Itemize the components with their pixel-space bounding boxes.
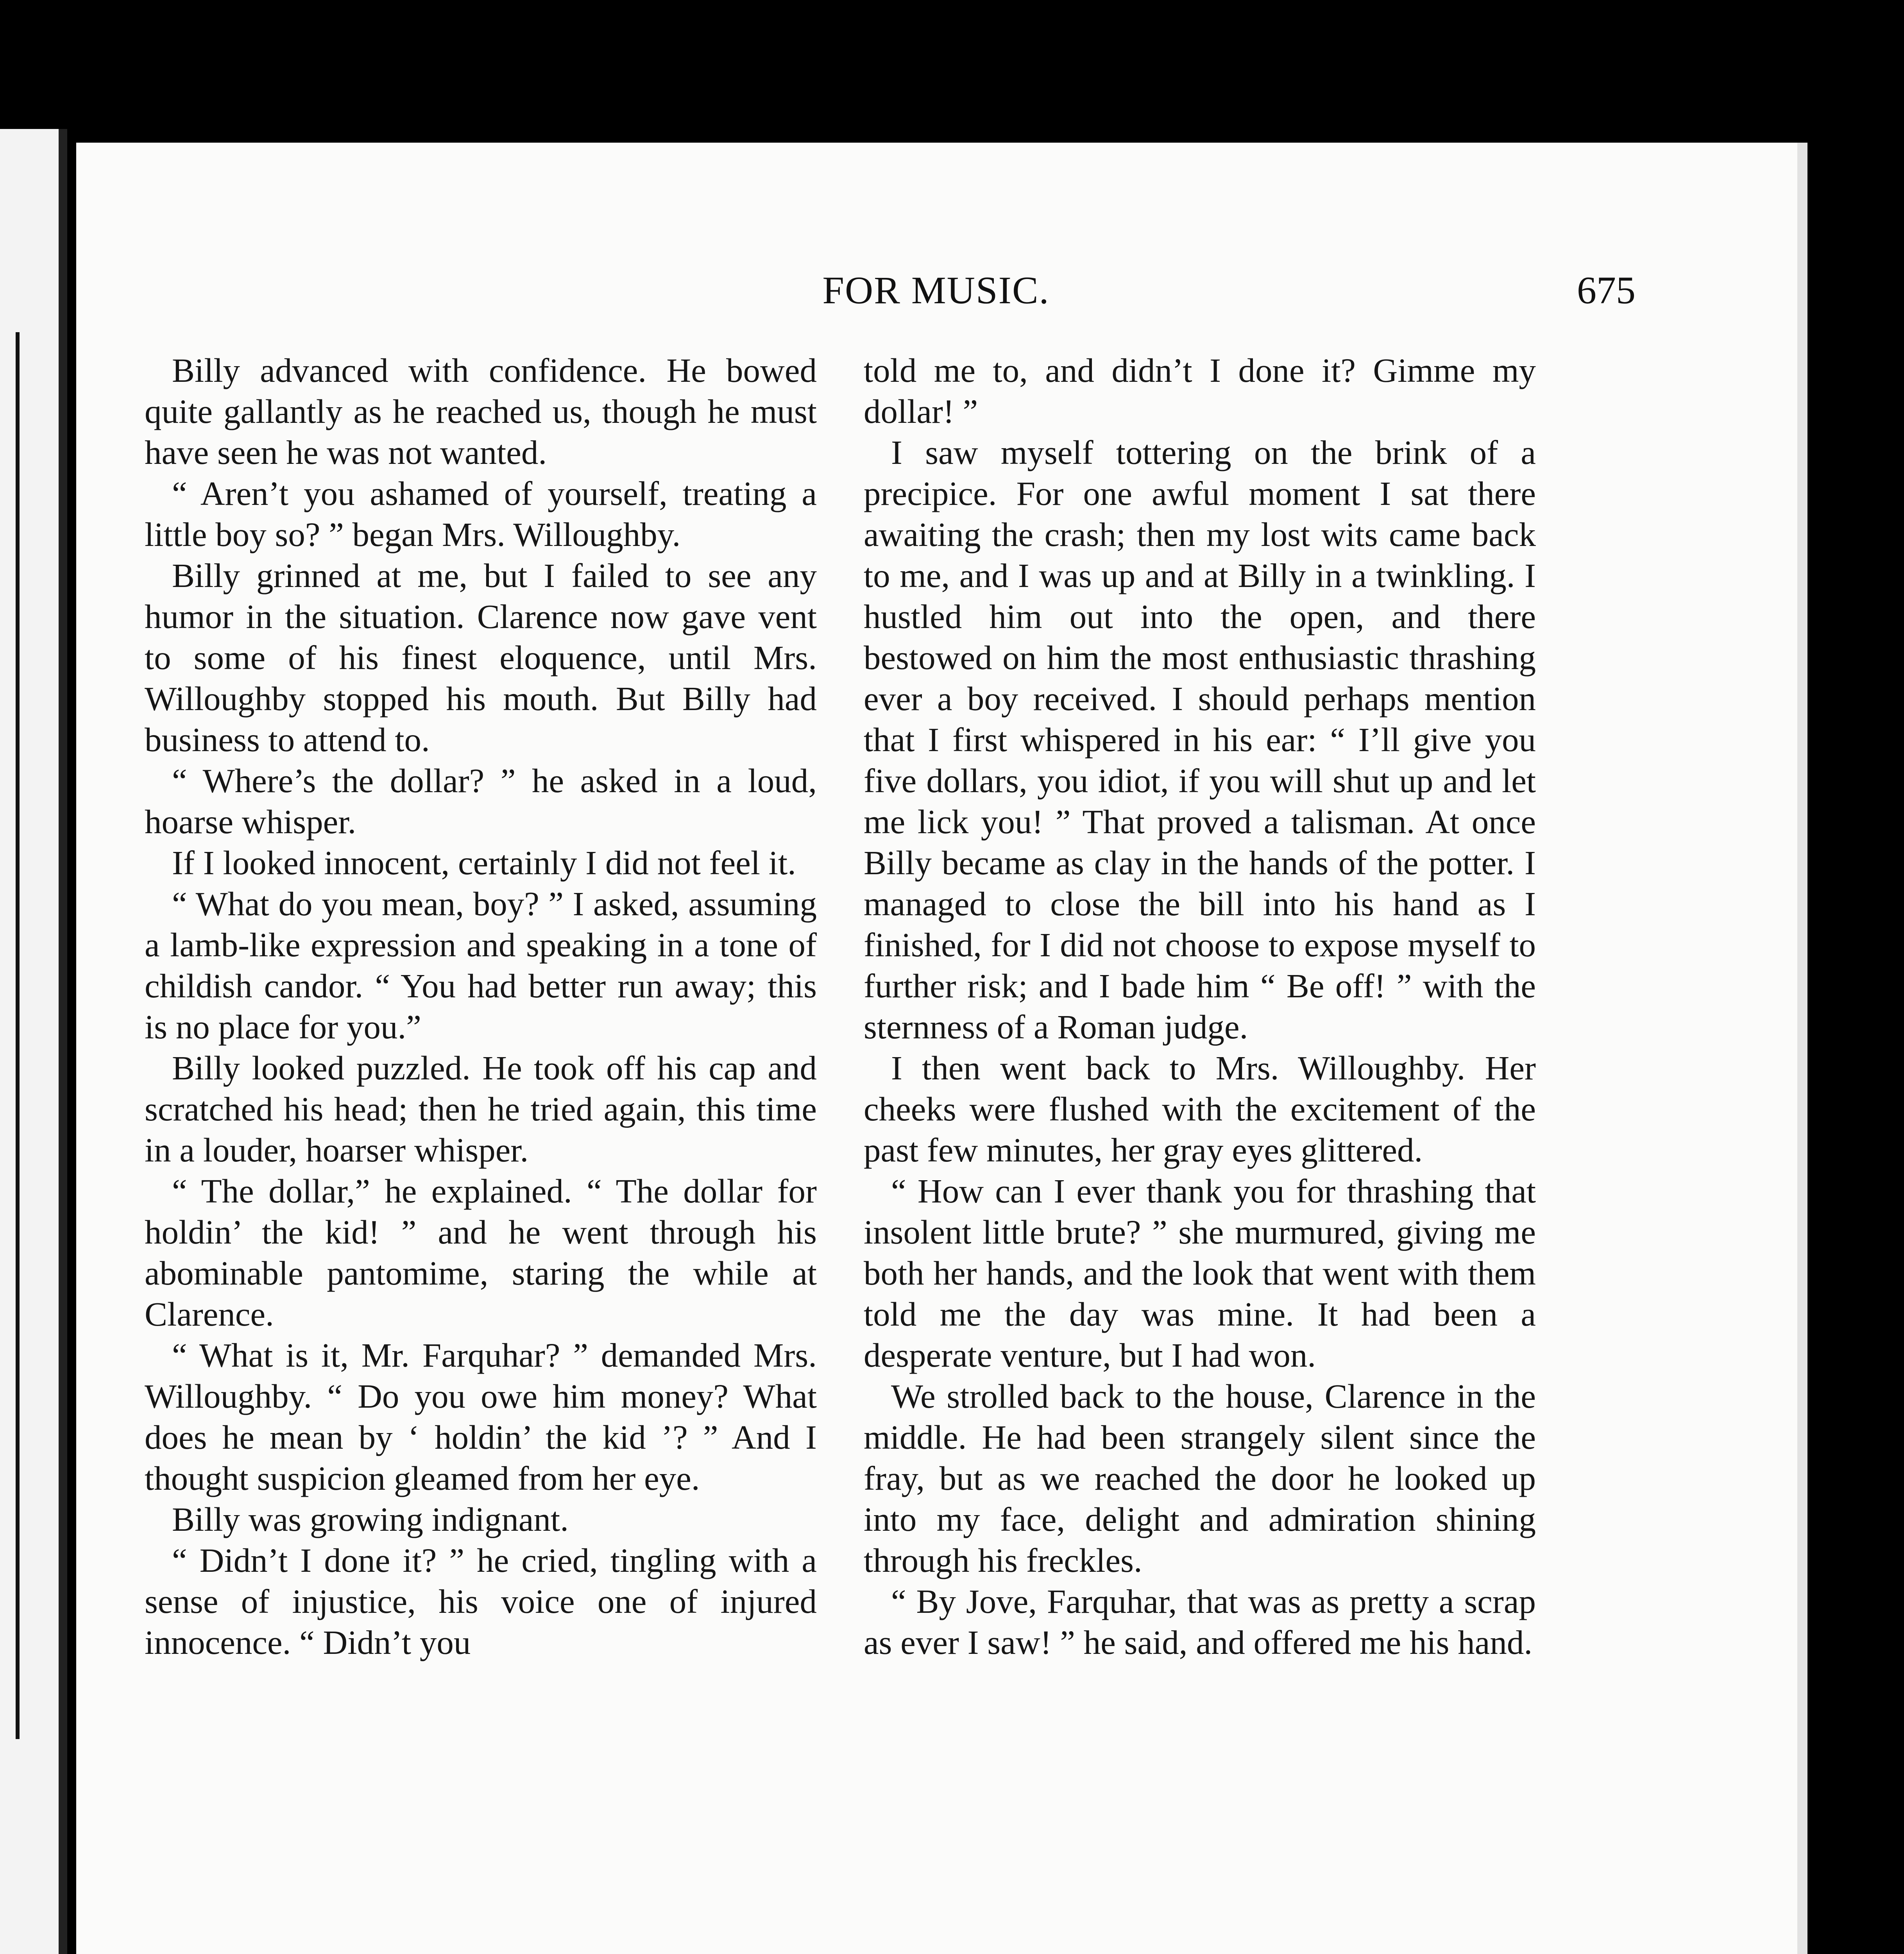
magazine-page (76, 143, 1807, 1954)
story-paragraph: “ Where’s the dollar? ” he asked in a loud, hoarse whisper. (145, 762, 817, 841)
story-paragraph: Billy was growing indignant. (172, 1500, 569, 1538)
story-paragraph: Billy grinned at me, but I failed to see any humor in the situation. Clarence now gave vent to some of his finest eloquence, until Mrs. Willoughby stopped his mouth. But Billy had business to attend to. (145, 556, 817, 759)
story-paragraph: Billy advanced with confidence. He bowed quite gallantly as he reached us, though he must have seen he was not wanted. (145, 351, 817, 471)
story-paragraph-continued: told me to, and didn’t I done it? Gimme my dollar! ” (864, 351, 1536, 430)
story-paragraph: “ The dollar,” he explained. “ The dollar for holdin’ the kid! ” and he went through his abominable pantomime, staring the while at Clarence. (145, 1172, 817, 1333)
story-paragraph: “ By Jove, Farquhar, that was as pretty a scrap as ever I saw! ” he said, and offered me his hand. (864, 1582, 1536, 1661)
story-paragraph: I then went back to Mrs. Willoughby. Her cheeks were flushed with the excitement of the past few minutes, her gray eyes glittered. (864, 1049, 1536, 1169)
story-column-right (864, 350, 1536, 1663)
adjacent-page-edge (0, 129, 67, 1954)
story-paragraph: Billy looked puzzled. He took off his cap and scratched his head; then he tried again, this time in a louder, hoarser whisper. (145, 1049, 817, 1169)
running-header-title: FOR MUSIC. (822, 268, 1050, 312)
story-paragraph: “ What do you mean, boy? ” I asked, assuming a lamb-like expression and speaking in a tone of childish candor. “ You had better run away; this is no place for you.” (145, 885, 817, 1046)
story-paragraph: We strolled back to the house, Clarence in the middle. He had been strangely silent since the fray, but as we reached the door he looked up into my face, delight and admiration shining through his freckles. (864, 1377, 1536, 1579)
story-paragraph: If I looked innocent, certainly I did not feel it. (172, 844, 796, 882)
story-paragraph: I saw myself tottering on the brink of a precipice. For one awful moment I sat there awaiting the crash; then my lost wits came back to me, and I was up and at Billy in a twinkling. I hustled him out into the open, and there bestowed on him the most enthusiastic thrashing ever a boy received. I should perhaps mention that I first whispered in his ear: “ I’ll give you five dollars, you idiot, if you will shut up and let me lick you! ” That proved a talisman. At once Billy became as clay in the hands of the potter. I managed to close the bill into his hand as I finished, for I did not choose to expose myself to further risk; and I bade him “ Be off! ” with the sternness of a Roman judge. (864, 433, 1536, 1046)
story-column-left (145, 350, 817, 1663)
page-number: 675 (1577, 268, 1636, 312)
story-paragraph: “ Didn’t I done it? ” he cried, tingling with a sense of injustice, his voice one of injured innocence. “ Didn’t you (145, 1541, 817, 1661)
story-paragraph: “ What is it, Mr. Farquhar? ” demanded Mrs. Willoughby. “ Do you owe him money? What does he mean by ‘ holdin’ the kid ’? ” And I thought suspicion gleamed from her eye. (145, 1336, 817, 1497)
adjacent-page-rule (0, 332, 20, 1739)
story-paragraph: “ Aren’t you ashamed of yourself, treating a little boy so? ” began Mrs. Willoughby. (145, 474, 817, 553)
story-paragraph: “ How can I ever thank you for thrashing that insolent little brute? ” she murmured, giving me both her hands, and the look that went with them told me the day was mine. It had been a desperate venture, but I had won. (864, 1172, 1536, 1374)
